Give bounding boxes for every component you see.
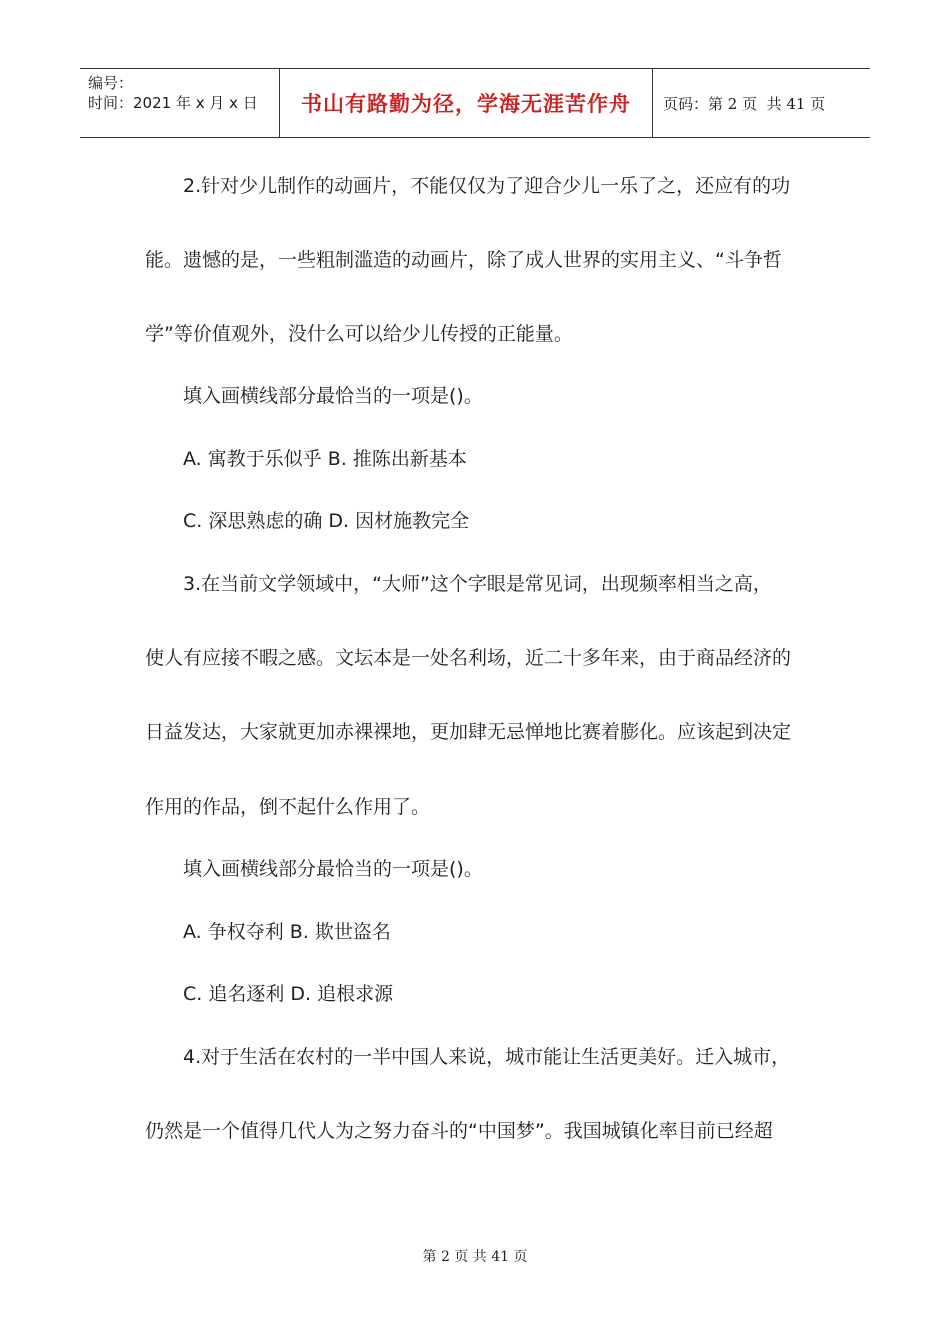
question-prompt: 填入画横线部分最恰当的一项是()。 [183, 858, 483, 880]
answer-options: C. 深思熟虑的确 D. 因材施教完全 [183, 510, 470, 532]
paragraph-line: 使人有应接不暇之感。文坛本是一处名利场，近二十多年来，由于商品经济的 [145, 647, 792, 669]
page-footer: 第 2 页 共 41 页 [422, 1249, 528, 1265]
paragraph-line: 作用的作品，倒不起什么作用了。 [145, 796, 431, 818]
paragraph-line: 4.对于生活在农村的一半中国人来说，城市能让生活更美好。迁入城市， [183, 1046, 791, 1068]
answer-options: C. 追名逐利 D. 追根求源 [183, 983, 394, 1005]
header-motto: 书山有路勤为径，学海无涯苦作舟 [280, 69, 653, 137]
question-prompt: 填入画横线部分最恰当的一项是()。 [183, 385, 483, 407]
paragraph-line: 日益发达，大家就更加赤裸裸地，更加肆无忌惮地比赛着膨化。应该起到决定 [145, 721, 792, 743]
paragraph-line: 能。遗憾的是，一些粗制滥造的动画片，除了成人世界的实用主义、“斗争哲 [145, 249, 782, 271]
answer-options: A. 寓教于乐似乎 B. 推陈出新基本 [183, 448, 467, 470]
answer-options: A. 争权夺利 B. 欺世盗名 [183, 921, 391, 943]
page-info-text: 页码：第 2 页 共 41 页 [663, 94, 826, 113]
document-header [80, 68, 870, 138]
header-page-info [653, 69, 870, 137]
header-meta [80, 69, 280, 137]
paragraph-line: 2.针对少儿制作的动画片，不能仅仅为了迎合少儿一乐了之，还应有的功 [183, 175, 791, 197]
paragraph-line: 学”等价值观外，没什么可以给少儿传授的正能量。 [145, 323, 573, 345]
paragraph-line: 3.在当前文学领域中，“大师”这个字眼是常见词，出现频率相当之高， [183, 573, 772, 595]
code-label: 编号： [88, 74, 134, 92]
paragraph-line: 仍然是一个值得几代人为之努力奋斗的“中国梦”。我国城镇化率目前已经超 [145, 1120, 773, 1142]
time-label: 时间：2021 年 x 月 x 日 [88, 94, 258, 112]
